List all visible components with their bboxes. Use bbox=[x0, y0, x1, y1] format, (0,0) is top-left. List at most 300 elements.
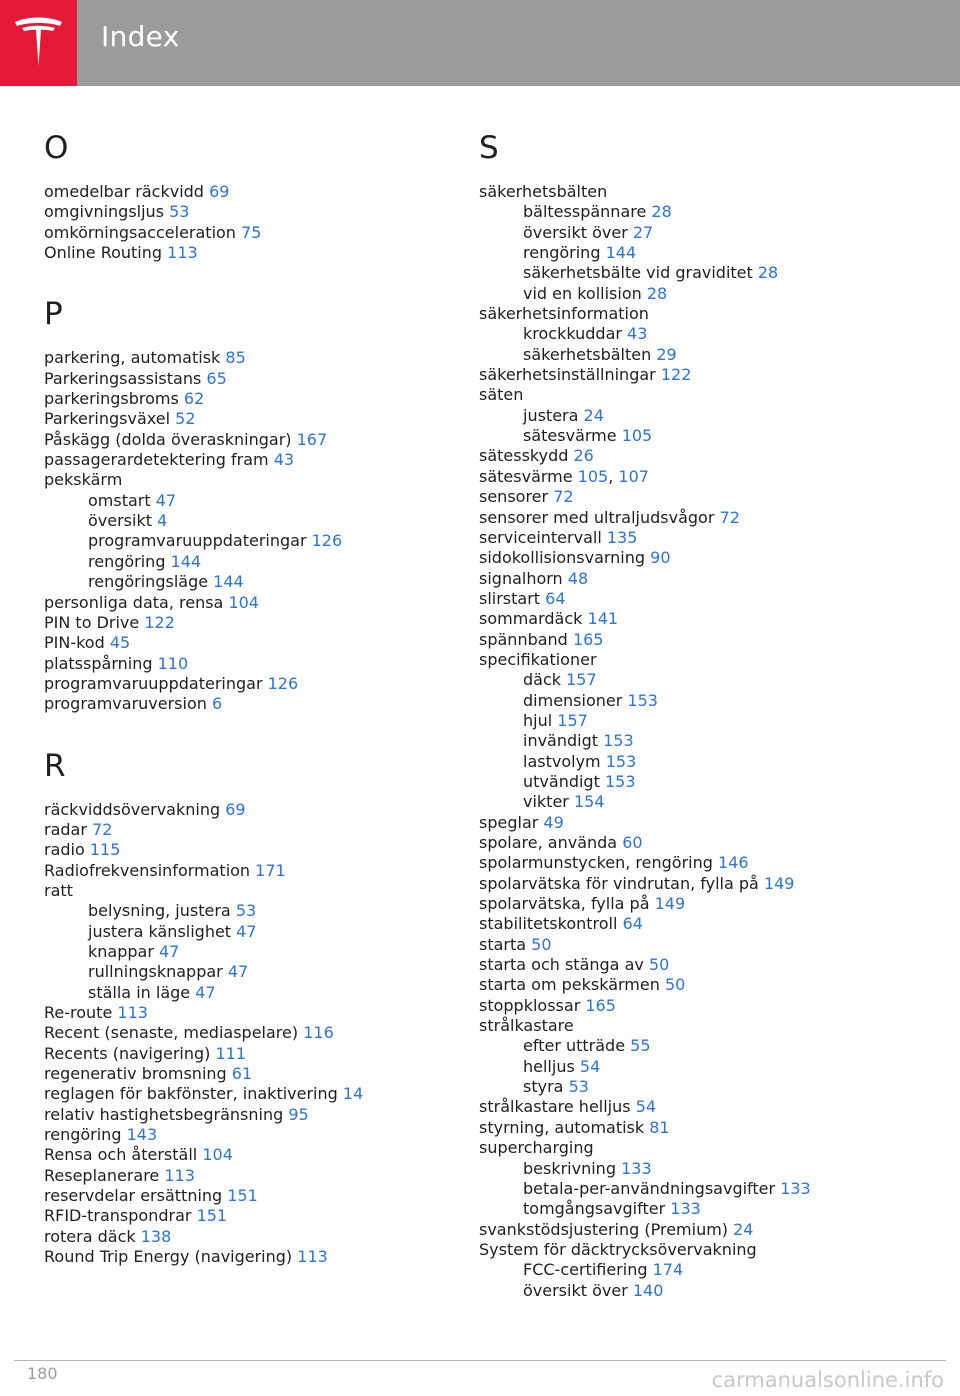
index-entry bbox=[44, 881, 454, 901]
page-link[interactable]: 54 bbox=[579, 1056, 601, 1076]
index-entry bbox=[479, 1240, 949, 1260]
entry-term: regenerativ bromsning bbox=[44, 1064, 227, 1084]
page-link[interactable]: 26 bbox=[573, 446, 594, 466]
entry-term: helljus bbox=[523, 1056, 575, 1076]
page-link[interactable]: 157 bbox=[566, 670, 597, 690]
index-entry bbox=[479, 569, 949, 589]
entry-term: säkerhetsinställningar bbox=[479, 365, 656, 385]
index-subentry bbox=[479, 324, 949, 344]
index-entry bbox=[44, 202, 454, 222]
page-link[interactable]: 165 bbox=[572, 629, 604, 649]
entry-term: ställa in läge bbox=[88, 982, 191, 1002]
entry-term: personliga data, rensa bbox=[44, 592, 224, 612]
page-link[interactable]: 64 bbox=[545, 588, 566, 608]
entry-term: Recents (navigering) bbox=[44, 1043, 211, 1063]
page-link[interactable]: 72 bbox=[719, 507, 740, 527]
page-link[interactable]: 43 bbox=[273, 450, 295, 470]
page-link[interactable]: 167 bbox=[296, 429, 328, 449]
index-entry bbox=[44, 800, 454, 820]
entry-term: sätesskydd bbox=[479, 446, 569, 466]
index-entry bbox=[44, 1186, 454, 1206]
entry-term: tomgångsavgifter bbox=[523, 1199, 666, 1219]
index-subentry bbox=[479, 1057, 949, 1077]
entry-term: starta bbox=[479, 934, 527, 954]
entry-term: ratt bbox=[44, 880, 73, 900]
index-subentry bbox=[479, 1199, 949, 1219]
index-subentry bbox=[44, 491, 454, 511]
page-link[interactable]: 55 bbox=[630, 1036, 651, 1056]
index-entry bbox=[44, 1105, 454, 1125]
index-entry bbox=[44, 1023, 454, 1043]
entry-term: däck bbox=[523, 670, 562, 690]
entry-term: bältesspännare bbox=[523, 202, 647, 222]
index-subentry bbox=[479, 1036, 949, 1056]
entry-term: styrning, automatisk bbox=[479, 1117, 645, 1137]
page-link[interactable]: 113 bbox=[297, 1247, 328, 1267]
index-entry bbox=[44, 674, 454, 694]
entry-term: justera bbox=[523, 405, 579, 425]
page-link[interactable]: 60 bbox=[622, 833, 643, 852]
entry-term: sätesvärme bbox=[523, 426, 617, 446]
index-entry bbox=[479, 833, 949, 853]
page-link[interactable]: 151 bbox=[196, 1206, 228, 1226]
index-entry: sätesvärme 105, 107 bbox=[479, 466, 649, 486]
entry-term: svankstödsjustering (Premium) bbox=[479, 1219, 729, 1239]
index-entry bbox=[479, 385, 949, 405]
entry-term: dimensioner bbox=[523, 690, 623, 710]
index-entry bbox=[44, 820, 454, 840]
page-header bbox=[0, 0, 960, 86]
entry-term: strålkastare helljus bbox=[479, 1097, 631, 1117]
page-link[interactable]: 54 bbox=[635, 1097, 657, 1117]
entry-term: reservdelar ersättning bbox=[44, 1186, 223, 1206]
page-link[interactable]: 28 bbox=[646, 283, 668, 303]
index-subentry bbox=[479, 731, 949, 751]
page-link[interactable]: 138 bbox=[140, 1226, 172, 1246]
page-link[interactable]: 143 bbox=[126, 1125, 158, 1145]
page-link[interactable]: 105 bbox=[577, 466, 609, 486]
index-entry bbox=[479, 955, 949, 975]
index-entry bbox=[479, 975, 949, 995]
page-link[interactable]: 95 bbox=[288, 1104, 309, 1124]
index-entry bbox=[479, 609, 949, 629]
index-entry bbox=[479, 589, 949, 609]
index-entry bbox=[44, 1125, 454, 1145]
index-subentry bbox=[44, 962, 454, 982]
entry-term: rotera däck bbox=[44, 1226, 136, 1246]
entry-term: översikt över bbox=[523, 222, 628, 242]
index-column-left bbox=[44, 128, 454, 1267]
page-link[interactable]: 47 bbox=[155, 490, 177, 510]
footer-divider bbox=[14, 1360, 946, 1361]
page-link[interactable]: 105 bbox=[621, 426, 653, 446]
index-entry bbox=[479, 1097, 949, 1117]
entry-term: spolarvätska för vindrutan, fylla på bbox=[479, 873, 759, 893]
page-link[interactable]: 50 bbox=[531, 934, 552, 954]
index-subentry bbox=[479, 345, 949, 365]
entry-term: speglar bbox=[479, 812, 539, 832]
entry-term: platsspårning bbox=[44, 653, 153, 673]
index-entry bbox=[479, 914, 949, 934]
index-subentry bbox=[44, 983, 454, 1003]
index-subentry bbox=[479, 202, 949, 222]
page-link[interactable]: 50 bbox=[648, 955, 670, 975]
index-subentry bbox=[479, 772, 949, 792]
page-link[interactable]: 69 bbox=[209, 182, 230, 201]
page-link[interactable]: 49 bbox=[543, 812, 564, 832]
page-link[interactable]: 153 bbox=[627, 690, 658, 710]
index-entry bbox=[44, 840, 454, 860]
page-link[interactable]: 149 bbox=[763, 873, 795, 893]
index-column-right bbox=[479, 128, 949, 1301]
index-subentry bbox=[44, 531, 454, 551]
page-link[interactable]: 28 bbox=[757, 263, 779, 283]
page-link[interactable]: 24 bbox=[583, 405, 604, 425]
entry-term: serviceintervall bbox=[479, 527, 602, 547]
page-link[interactable]: 153 bbox=[604, 771, 636, 791]
index-entry bbox=[44, 633, 454, 653]
entry-term: sätesvärme bbox=[479, 466, 573, 486]
page-link[interactable]: 72 bbox=[92, 819, 113, 839]
page-link[interactable]: 47 bbox=[236, 921, 257, 941]
index-subentry bbox=[44, 901, 454, 921]
entry-term: sidokollisionsvarning bbox=[479, 548, 646, 568]
index-entry bbox=[479, 1220, 949, 1240]
index-subentry bbox=[479, 792, 949, 812]
page-link[interactable]: 153 bbox=[603, 731, 634, 751]
index-subentry bbox=[479, 1260, 949, 1280]
index-entry bbox=[479, 1118, 949, 1138]
page-link[interactable]: 165 bbox=[585, 995, 616, 1015]
index-subentry bbox=[44, 922, 454, 942]
page-link[interactable]: 153 bbox=[605, 751, 637, 771]
entry-term: slirstart bbox=[479, 588, 541, 608]
index-entry bbox=[44, 861, 454, 881]
entry-term: Radiofrekvensinformation bbox=[44, 860, 251, 880]
entry-term: säten bbox=[479, 385, 524, 405]
index-entry bbox=[479, 650, 949, 670]
page-link[interactable]: 14 bbox=[342, 1084, 364, 1104]
entry-term: System för däcktrycksövervakning bbox=[479, 1239, 757, 1259]
index-subentry bbox=[44, 572, 454, 592]
entry-term: spolarvätska, fylla på bbox=[479, 894, 650, 914]
index-entry bbox=[479, 548, 949, 568]
index-entry bbox=[44, 593, 454, 613]
page-link[interactable]: 154 bbox=[573, 792, 605, 812]
page-link[interactable]: 149 bbox=[654, 894, 686, 914]
index-subentry bbox=[479, 1179, 949, 1199]
entry-term: signalhorn bbox=[479, 568, 563, 588]
page-link[interactable]: 144 bbox=[213, 572, 244, 592]
entry-term: Rensa och återställ bbox=[44, 1145, 198, 1165]
index-entry bbox=[479, 630, 949, 650]
section-letter: S bbox=[479, 130, 499, 166]
entry-term: pekskärm bbox=[44, 470, 123, 490]
index-entry bbox=[479, 1138, 949, 1158]
index-entry bbox=[44, 1064, 454, 1084]
page-link[interactable]: 144 bbox=[170, 551, 202, 571]
index-entry bbox=[44, 1003, 454, 1023]
index-subentry bbox=[479, 1159, 949, 1179]
entry-term: omkörningsacceleration bbox=[44, 222, 236, 242]
page-link[interactable]: 133 bbox=[670, 1199, 701, 1219]
page-link[interactable]: 53 bbox=[169, 202, 190, 222]
index-entry bbox=[479, 528, 949, 548]
entry-term: programvaruversion bbox=[44, 694, 207, 714]
section-letter: R bbox=[44, 747, 66, 784]
index-entry bbox=[44, 1227, 454, 1247]
entry-term: Recent (senaste, mediaspelare) bbox=[44, 1023, 299, 1043]
section-letter: P bbox=[44, 296, 63, 333]
page-link[interactable]: 62 bbox=[183, 389, 205, 409]
index-entry bbox=[44, 450, 454, 470]
index-entry bbox=[44, 1084, 454, 1104]
page-link[interactable]: 157 bbox=[557, 710, 588, 730]
page-link[interactable]: 133 bbox=[621, 1158, 652, 1178]
page-link[interactable]: 115 bbox=[89, 840, 121, 860]
entry-term: FCC-certifiering bbox=[523, 1260, 648, 1280]
index-subentry bbox=[44, 552, 454, 572]
entry-term: knappar bbox=[88, 941, 154, 961]
entry-term: Online Routing bbox=[44, 243, 163, 263]
entry-term: krockkuddar bbox=[523, 324, 622, 344]
page-link[interactable]: 72 bbox=[553, 487, 574, 507]
entry-term: rengöringsläge bbox=[88, 572, 209, 592]
page-link[interactable]: 29 bbox=[656, 344, 677, 364]
index-entry bbox=[44, 243, 454, 263]
index-subentry bbox=[479, 284, 949, 304]
index-subentry bbox=[479, 1077, 949, 1097]
entry-term: stoppklossar bbox=[479, 995, 581, 1015]
entry-term: säkerhetsbälte vid graviditet bbox=[523, 263, 753, 283]
entry-term: rengöring bbox=[523, 243, 601, 263]
index-entry bbox=[479, 853, 949, 873]
page-link[interactable]: 48 bbox=[567, 568, 589, 588]
page-link[interactable]: 135 bbox=[606, 527, 638, 547]
page-link[interactable]: 69 bbox=[225, 799, 246, 819]
entry-term: översikt bbox=[88, 511, 152, 531]
page-link[interactable]: 126 bbox=[267, 673, 299, 693]
index-subentry bbox=[479, 243, 949, 263]
page-link[interactable]: 113 bbox=[117, 1003, 148, 1022]
index-entry bbox=[479, 304, 949, 324]
page-link[interactable]: 174 bbox=[652, 1260, 684, 1280]
watermark: carmanualsonline.info bbox=[711, 1368, 944, 1392]
entry-term: Reseplanerare bbox=[44, 1165, 160, 1185]
index-entry bbox=[479, 508, 949, 528]
entry-term: efter utträde bbox=[523, 1036, 626, 1056]
index-entry bbox=[44, 613, 454, 633]
entry-term: spolarmunstycken, rengöring bbox=[479, 853, 713, 873]
entry-term: sensorer bbox=[479, 487, 549, 507]
page-link[interactable]: 111 bbox=[215, 1043, 247, 1063]
index-entry bbox=[44, 389, 454, 409]
index-entry bbox=[44, 1044, 454, 1064]
entry-term: PIN-kod bbox=[44, 633, 105, 653]
page-link[interactable]: 47 bbox=[159, 941, 180, 961]
entry-term: starta och stänga av bbox=[479, 955, 644, 975]
index-subentry bbox=[479, 752, 949, 772]
page-link[interactable]: 107 bbox=[618, 466, 649, 486]
entry-term: säkerhetsinformation bbox=[479, 304, 649, 324]
page-link[interactable]: 27 bbox=[632, 222, 654, 242]
entry-term: radar bbox=[44, 819, 87, 839]
page-link[interactable]: 104 bbox=[202, 1145, 233, 1165]
index-subentry bbox=[479, 711, 949, 731]
tesla-logo-icon bbox=[12, 14, 65, 70]
entry-term: säkerhetsbälten bbox=[479, 182, 608, 201]
index-entry bbox=[44, 1206, 454, 1226]
page-link[interactable]: 171 bbox=[255, 860, 286, 880]
entry-term: reglagen för bakfönster, inaktivering bbox=[44, 1084, 338, 1104]
index-entry bbox=[44, 470, 454, 490]
entry-term: rengöring bbox=[44, 1125, 122, 1145]
entry-term: passagerardetektering fram bbox=[44, 450, 269, 470]
page-link[interactable]: 133 bbox=[780, 1178, 811, 1198]
entry-term: radio bbox=[44, 840, 85, 860]
page-link[interactable]: 52 bbox=[175, 409, 196, 429]
index-entry bbox=[479, 182, 949, 202]
entry-term: spolare, använda bbox=[479, 833, 618, 852]
page-link[interactable]: 28 bbox=[651, 202, 672, 222]
index-entry bbox=[479, 813, 949, 833]
page-link[interactable]: 140 bbox=[632, 1280, 664, 1300]
index-entry bbox=[479, 874, 949, 894]
entry-term: lastvolym bbox=[523, 751, 601, 771]
entry-term: omedelbar räckvidd bbox=[44, 182, 204, 201]
entry-term: Round Trip Energy (navigering) bbox=[44, 1247, 293, 1267]
index-subentry bbox=[479, 670, 949, 690]
page-link[interactable]: 4 bbox=[157, 511, 168, 531]
index-entry bbox=[44, 694, 454, 714]
entry-term: spännband bbox=[479, 629, 568, 649]
page-link[interactable]: 126 bbox=[311, 531, 343, 551]
index-entry bbox=[479, 996, 949, 1016]
entry-term: Parkeringsväxel bbox=[44, 409, 171, 429]
entry-term: justera känslighet bbox=[88, 921, 232, 941]
page-link[interactable]: 61 bbox=[231, 1064, 253, 1084]
entry-term: parkering, automatisk bbox=[44, 348, 221, 368]
index-subentry bbox=[479, 691, 949, 711]
entry-term: strålkastare bbox=[479, 1016, 574, 1036]
index-subentry bbox=[479, 263, 949, 283]
entry-term: rullningsknappar bbox=[88, 962, 223, 982]
page-link[interactable]: 104 bbox=[228, 592, 259, 612]
index-entry bbox=[44, 369, 454, 389]
entry-term: sommardäck bbox=[479, 609, 583, 629]
entry-term: betala-per-användningsavgifter bbox=[523, 1178, 776, 1198]
entry-term: beskrivning bbox=[523, 1158, 616, 1178]
index-entry bbox=[44, 348, 454, 368]
index-subentry bbox=[479, 426, 949, 446]
index-entry bbox=[44, 1145, 454, 1165]
index-entry bbox=[44, 223, 454, 243]
page-link[interactable]: 116 bbox=[303, 1023, 334, 1043]
page-link[interactable]: 85 bbox=[225, 348, 246, 368]
entry-term: räckviddsövervakning bbox=[44, 799, 221, 819]
entry-term: styra bbox=[523, 1077, 564, 1097]
page-link[interactable]: 113 bbox=[167, 243, 198, 263]
entry-term: omstart bbox=[88, 490, 151, 510]
index-entry bbox=[44, 430, 454, 450]
section-letter: O bbox=[44, 130, 69, 166]
entry-term: RFID-transpondrar bbox=[44, 1206, 192, 1226]
index-entry bbox=[44, 182, 454, 202]
page-link[interactable]: 113 bbox=[164, 1165, 195, 1185]
page-title: Index bbox=[101, 20, 180, 53]
entry-term: PIN to Drive bbox=[44, 612, 140, 632]
page-link[interactable]: 90 bbox=[650, 548, 671, 568]
page-link[interactable]: 144 bbox=[605, 243, 637, 263]
entry-term: parkeringsbroms bbox=[44, 389, 179, 409]
page-link[interactable]: 122 bbox=[660, 365, 692, 385]
index-subentry bbox=[44, 942, 454, 962]
entry-term: supercharging bbox=[479, 1138, 594, 1158]
page-link[interactable]: 122 bbox=[144, 612, 175, 632]
index-subentry bbox=[44, 511, 454, 531]
entry-term: relativ hastighetsbegränsning bbox=[44, 1104, 284, 1124]
entry-term: programvaruuppdateringar bbox=[88, 531, 307, 551]
page-link[interactable]: 81 bbox=[649, 1117, 670, 1137]
index-entry bbox=[44, 1166, 454, 1186]
index-subentry bbox=[479, 223, 949, 243]
entry-term: stabilitetskontroll bbox=[479, 914, 618, 934]
page-link[interactable]: 47 bbox=[195, 982, 216, 1002]
page-number: 180 bbox=[27, 1364, 58, 1383]
page-link[interactable]: 65 bbox=[206, 368, 227, 388]
entry-term: översikt över bbox=[523, 1280, 628, 1300]
page-link[interactable]: 53 bbox=[235, 901, 257, 921]
index-entry bbox=[44, 654, 454, 674]
page-link[interactable]: 47 bbox=[227, 962, 249, 982]
page-link[interactable]: 24 bbox=[733, 1219, 754, 1239]
entry-term: rengöring bbox=[88, 551, 166, 571]
page-link[interactable]: 45 bbox=[109, 633, 131, 653]
entry-term: vikter bbox=[523, 792, 569, 812]
index-entry bbox=[44, 1247, 454, 1267]
page-link[interactable]: 64 bbox=[622, 914, 643, 934]
index-subentry bbox=[479, 406, 949, 426]
page-link[interactable]: 75 bbox=[241, 222, 262, 242]
page-link[interactable]: 151 bbox=[227, 1186, 258, 1206]
entry-term: invändigt bbox=[523, 731, 599, 751]
index-subentry bbox=[479, 1281, 949, 1301]
tesla-logo bbox=[0, 0, 77, 86]
index-entry bbox=[479, 894, 949, 914]
page-link[interactable]: 110 bbox=[157, 653, 189, 673]
page-link[interactable]: 53 bbox=[568, 1077, 589, 1097]
entry-term: Parkeringsassistans bbox=[44, 368, 202, 388]
entry-term: starta om pekskärmen bbox=[479, 975, 660, 995]
entry-term: vid en kollision bbox=[523, 283, 642, 303]
index-entry bbox=[479, 935, 949, 955]
entry-term: Påskägg (dolda överaskningar) bbox=[44, 429, 292, 449]
entry-term: utvändigt bbox=[523, 771, 600, 791]
index-entry bbox=[44, 409, 454, 429]
page-link[interactable]: 50 bbox=[664, 975, 686, 995]
page-link[interactable]: 141 bbox=[587, 609, 619, 629]
page-link[interactable]: 43 bbox=[627, 324, 648, 344]
entry-term: sensorer med ultraljudsvågor bbox=[479, 507, 715, 527]
entry-term: specifikationer bbox=[479, 649, 597, 669]
page-link[interactable]: 146 bbox=[718, 853, 749, 873]
entry-term: säkerhetsbälten bbox=[523, 344, 652, 364]
index-entry bbox=[479, 446, 949, 466]
entry-term: programvaruuppdateringar bbox=[44, 673, 263, 693]
index-entry bbox=[479, 365, 949, 385]
page-link[interactable]: 6 bbox=[211, 694, 223, 714]
index-entry bbox=[479, 487, 949, 507]
